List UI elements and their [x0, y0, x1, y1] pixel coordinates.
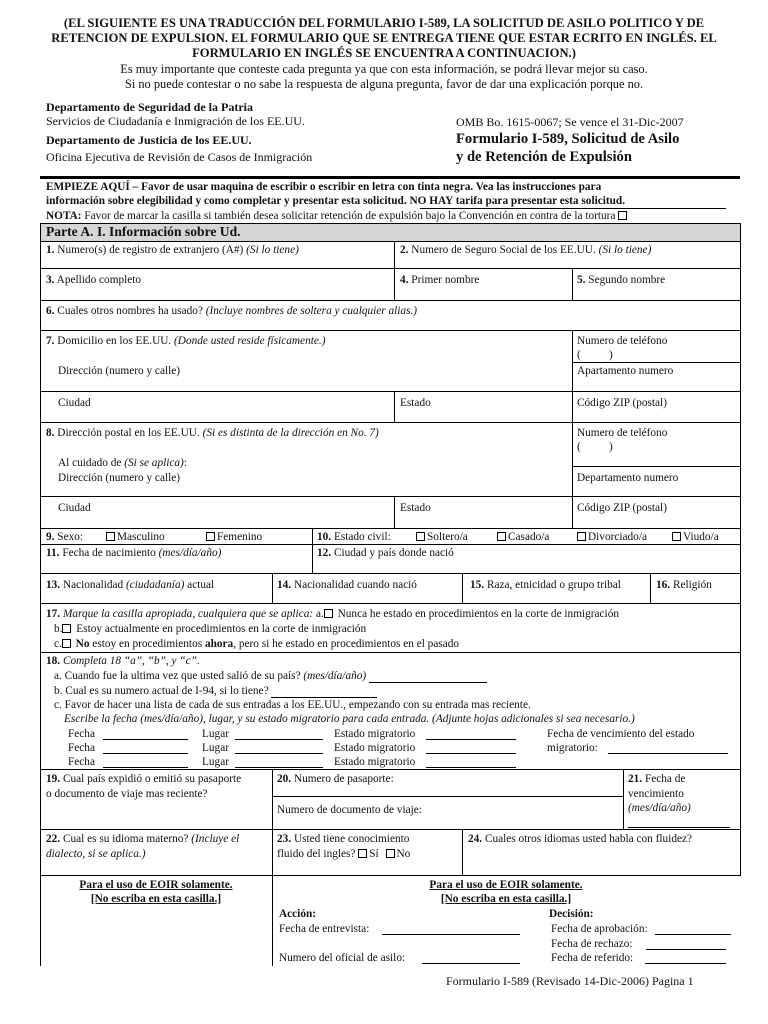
marital-married-option[interactable]: Casado/a: [497, 530, 549, 544]
field-4-label: 4. Primer nombre: [400, 274, 480, 286]
field-21-input[interactable]: [628, 815, 730, 828]
dept-uscis: Servicios de Ciudadanía e Inmigración de los EE.UU.: [46, 114, 305, 128]
field-18-c: c. Favor de hacer una lista de cada de sus entradas a los EE.UU., empezando con su entrada mas reciente.: [54, 699, 531, 711]
field-18-c-instructions: Escribe la fecha (mes/día/año), lugar, y su estado migratorio para cada entrada. (Adjunte hojas adicionales si sea necesario.): [64, 713, 635, 725]
field-18-label: 18. Completa 18 “a”, “b”, y “c”.: [46, 655, 200, 667]
part-a-title: Parte A. I. Información sobre Ud.: [46, 224, 241, 239]
eoir-officer-label: Numero del oficial de asilo:: [279, 952, 406, 964]
field-21-label-3: (mes/día/año): [628, 802, 691, 814]
eoir-referral-label: Fecha de referido:: [551, 952, 634, 964]
field-8-dept-label: Departamento numero: [577, 472, 679, 484]
field-19-label: 19. Cual país expidió o emitió su pasaporte: [46, 773, 242, 785]
currently-in-proceedings-checkbox[interactable]: [62, 624, 71, 633]
banner-line-3: FORMULARIO EN INGLÉS SE ENCUENTRA A CONTINUACION.): [192, 46, 576, 60]
header-rule: [40, 176, 740, 179]
field-2-label: 2. Numero de Seguro Social de los EE.UU. (Si lo tiene): [400, 244, 652, 256]
field-23-label-2: fluido del ingles? Sí No: [277, 848, 411, 860]
banner-line-1: (EL SIGUIENTE ES UNA TRADUCCIÓN DEL FORMULARIO I-589, LA SOLICITUD DE ASILO POLITICO Y DE: [63, 16, 705, 30]
field-22-label-2: dialecto, si se aplica.): [46, 848, 146, 860]
field-22-label: 22. Cual es su idioma materno? (Incluye el: [46, 833, 240, 845]
field-21-label: 21. Fecha de: [628, 773, 686, 785]
eoir-left-subtitle: [No escriba en esta casilla.]: [90, 893, 222, 905]
field-8-phone-paren: ( ): [577, 441, 613, 453]
nota-row: [46, 209, 629, 223]
field-8-phone-label: Numero de teléfono: [577, 427, 668, 439]
field-20-label: 20. Numero de pasaporte:: [277, 773, 394, 785]
marital-widowed-option[interactable]: Viudo/a: [672, 530, 719, 544]
entry-1-status-input[interactable]: [426, 727, 516, 740]
sex-male-option[interactable]: Masculino: [106, 530, 165, 544]
field-7-label: 7. Domicilio en los EE.UU. (Donde usted reside físicamente.): [46, 335, 326, 347]
entry-2-status-input[interactable]: [426, 741, 516, 754]
eoir-right-title: Para el uso de EOIR solamente.: [429, 879, 583, 891]
field-16-label: 16. Religión: [656, 579, 712, 591]
eoir-action-label: Acción:: [279, 908, 317, 920]
field-24-label: 24. Cuales otros idiomas usted habla con fluidez?: [468, 833, 693, 845]
footer-form-revision: Formulario I-589 (Revisado 14-Dic-2006) Pagina 1: [446, 974, 694, 988]
field-8-label: 8. Dirección postal en los EE.UU. (Si es distinta de la dirección en No. 7): [46, 427, 379, 439]
dept-justice: Departamento de Justicia de los EE.UU.: [46, 133, 252, 147]
field-9-sex: 9. Sexo:: [46, 531, 84, 543]
omb-number: OMB Bo. 1615-0067; Se vence el 31-Dic-2007: [456, 115, 684, 129]
field-17-c: c. No estoy en procedimientos ahora, pero si he estado en procedimientos en el pasado: [54, 638, 460, 650]
field-3-label: 3. Apellido completo: [46, 274, 142, 286]
field-5-label: 5. Segundo nombre: [577, 274, 666, 286]
eoir-right-subtitle: [No escriba en esta casilla.]: [440, 893, 572, 905]
field-6-label: 6. Cuales otros nombres ha usado? (Incluye nombres de soltera y cualquier alias.): [46, 305, 418, 317]
entry-3-status-input[interactable]: [426, 755, 516, 768]
field-8-careof-label: Al cuidado de (Si se aplica):: [58, 457, 187, 469]
entry-1-date-input[interactable]: [103, 727, 188, 740]
field-1-label: 1. Numero(s) de registro de extranjero (A#) (Si lo tiene): [46, 244, 299, 256]
field-18-a: a. Cuando fue la ultima vez que usted salió de su país? (mes/día/año): [54, 669, 487, 683]
female-checkbox[interactable]: [206, 532, 215, 541]
eoir-approval-label: Fecha de aprobación:: [551, 923, 648, 935]
entry-3-date-input[interactable]: [103, 755, 188, 768]
entry-2-place-input[interactable]: [235, 741, 323, 754]
field-7-zip-label: Código ZIP (postal): [577, 397, 667, 409]
field-17-label: 17. Marque la casilla apropiada, cualquiera que se aplica: a. Nunca he estado en procedimientos en la corte de inmigración: [46, 608, 619, 620]
eoir-interview-input: [382, 922, 520, 935]
entry-2-date-input[interactable]: [103, 741, 188, 754]
eoir-referral-input: [645, 951, 726, 964]
field-15-label: 15. Raza, etnicidad o grupo tribal: [470, 579, 621, 591]
field-23-label: 23. Usted tiene conocimiento: [277, 833, 410, 845]
eoir-approval-input: [655, 922, 731, 935]
dept-eoir: Oficina Ejecutiva de Revisión de Casos de Inmigración: [46, 150, 313, 164]
field-14-label: 14. Nacionalidad cuando nació: [277, 579, 417, 591]
torture-convention-checkbox[interactable]: [618, 211, 627, 220]
field-8-zip-label: Código ZIP (postal): [577, 502, 667, 514]
field-7-apt-label: Apartamento numero: [577, 365, 674, 377]
field-18-b-input[interactable]: [271, 686, 377, 698]
field-7-city-label: Ciudad: [58, 397, 91, 409]
field-13-label: 13. Nacionalidad (ciudadanía) actual: [46, 579, 215, 591]
field-7-street-label: Dirección (numero y calle): [58, 365, 181, 377]
english-yes-checkbox[interactable]: [358, 849, 367, 858]
past-proceedings-checkbox[interactable]: [62, 639, 71, 648]
field-8-street-label: Dirección (numero y calle): [58, 472, 181, 484]
field-7-phone-paren: ( ): [577, 349, 613, 361]
nota-label: NOTA:: [46, 210, 82, 222]
field-18-b: b. Cual es su numero actual de I-94, si lo tiene?: [54, 684, 377, 698]
eoir-interview-label: Fecha de entrevista:: [279, 923, 370, 935]
never-in-proceedings-checkbox[interactable]: [324, 609, 333, 618]
note-line-2: Si no puede contestar o no sabe la respuesta de alguna pregunta, favor de dar una explicación porque no.: [124, 77, 644, 91]
single-checkbox[interactable]: [416, 532, 425, 541]
status-expiry-label-2: migratorio:: [547, 742, 598, 754]
field-17-b: b. Estoy actualmente en procedimientos en la corte de inmigración: [54, 623, 367, 635]
form-title-1: Formulario I-589, Solicitud de Asilo: [456, 131, 680, 147]
status-expiry-label-1: Fecha de vencimiento del estado: [547, 728, 695, 740]
divorced-checkbox[interactable]: [577, 532, 586, 541]
eoir-left-title: Para el uso de EOIR solamente.: [79, 879, 233, 891]
field-7-phone-label: Numero de teléfono: [577, 335, 668, 347]
form-title-2: y de Retención de Expulsión: [456, 149, 632, 165]
entry-1-place-input[interactable]: [235, 727, 323, 740]
male-checkbox[interactable]: [106, 532, 115, 541]
eoir-officer-input: [422, 951, 520, 964]
english-no-checkbox[interactable]: [386, 849, 395, 858]
field-11-label: 11. Fecha de nacimiento (mes/día/año): [46, 547, 222, 559]
sex-female-option[interactable]: Femenino: [206, 530, 262, 544]
eoir-rejection-label: Fecha de rechazo:: [551, 938, 633, 950]
married-checkbox[interactable]: [497, 532, 506, 541]
eoir-rejection-input: [646, 937, 726, 950]
field-20-doc-label: Numero de documento de viaje:: [277, 804, 422, 816]
instructions-line-2: información sobre elegibilidad y como completar y presentar esta solicitud. NO HAY tarifa para presentar esta solicitud.: [46, 195, 626, 207]
entry-3-place-input[interactable]: [235, 755, 323, 768]
field-12-label: 12. Ciudad y país donde nació: [317, 547, 454, 559]
widowed-checkbox[interactable]: [672, 532, 681, 541]
banner-line-2: RETENCION DE EXPULSION. EL FORMULARIO QUE SE ENTREGA TIENE QUE ESTAR ECRITO EN INGLÉS. EL: [51, 31, 717, 45]
field-10-marital: 10. Estado civil:: [317, 531, 391, 543]
field-21-label-2: vencimiento: [628, 788, 684, 800]
nota-text: Favor de marcar la casilla si también desea solicitar retención de expulsión bajo la Convención en contra de la tortura: [81, 210, 616, 222]
eoir-decision-label: Decisión:: [549, 908, 594, 920]
field-8-state-label: Estado: [400, 502, 431, 514]
dept-homeland: Departamento de Seguridad de la Patria: [46, 100, 253, 114]
field-8-city-label: Ciudad: [58, 502, 91, 514]
status-expiry-input[interactable]: [608, 741, 728, 754]
marital-single-option[interactable]: Soltero/a: [416, 530, 468, 544]
field-18-a-input[interactable]: [369, 671, 487, 683]
marital-divorced-option[interactable]: Divorciado/a: [577, 530, 647, 544]
field-19-label-2: o documento de viaje mas reciente?: [46, 788, 208, 800]
field-7-state-label: Estado: [400, 397, 431, 409]
note-line-1: Es muy importante que conteste cada pregunta ya que con esta información, se podrá llevar mejor su caso.: [120, 62, 648, 76]
instructions-line-1: EMPIEZE AQUÍ – Favor de usar maquina de escribir o escribir en letra con tinta negra. Vea las instrucciones para: [46, 181, 602, 193]
